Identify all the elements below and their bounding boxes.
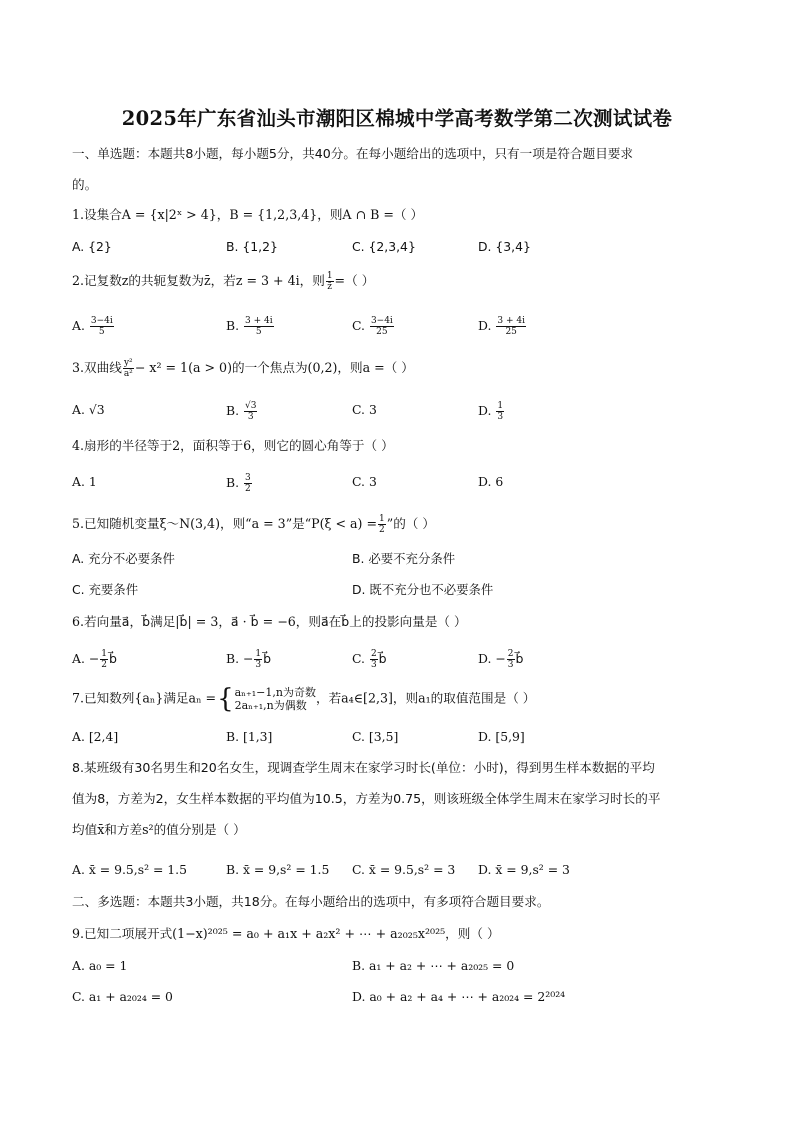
question-4-option-a [72,473,97,491]
question-9-option-a: A. a₀ = 1 [72,958,128,973]
question-7-option-b: B. [1,3] [226,729,273,744]
option-value: 3 [368,474,377,489]
question-1-option-c: C. {2,3,4} [352,239,416,254]
question-5-option-b: B. 必要不充分条件 [352,551,456,566]
option-label: B. [226,403,240,418]
option-fraction [244,401,257,422]
fraction-denominator: 25 [505,327,517,337]
question-4-option-c [352,473,377,491]
fraction-denominator: 2 [101,660,107,670]
option-label: B. [226,318,240,333]
option-label: C. [352,474,365,489]
option-fraction [370,316,394,337]
fraction-denominator: 25 [376,327,388,337]
question-3-option-d [478,401,505,422]
question-2-stem-text: 2.记复数z的共轭复数为z̄，若z = 3 + 4i，则 [72,273,325,288]
fraction-denominator: 3 [370,660,377,670]
option-fraction [496,316,526,337]
question-8-option-d: D. x̄ = 9,s² = 3 [478,862,570,877]
question-7-stem [72,684,535,714]
option-value: 3 [368,402,377,417]
question-8-stem-line3: 均值x̄和方差s²的值分别是（ ） [72,822,246,837]
piecewise-brace: { [217,684,234,714]
fraction-numerator: 1 [379,514,385,524]
fraction-denominator: 3 [507,660,514,670]
fraction-numerator: 1 [497,401,504,411]
question-7-option-a: A. [2,4] [72,729,119,744]
option-label: D. [478,318,492,333]
question-3-stem [72,358,414,379]
question-1-option-d: D. {3,4} [478,239,531,254]
question-9-option-b: B. a₁ + a₂ + ⋯ + a₂₀₂₅ = 0 [352,958,515,973]
question-3-stem-tail: − x² = 1(a > 0)的一个焦点为(0,2)，则a =（ ） [134,360,414,375]
option-vector: b⃗ [108,651,117,666]
question-5-stem [72,514,435,535]
question-2-stem [72,271,374,292]
question-6-option-d [478,649,523,670]
option-fraction [244,473,252,494]
question-1-option-a: A. {2} [72,239,112,254]
option-label: A. [72,402,85,417]
option-label: A. [72,318,85,333]
question-5-option-a: A. 充分不必要条件 [72,551,175,566]
option-vector: b⃗ [378,651,387,666]
option-fraction [507,649,515,670]
option-label: B. [226,651,240,666]
fraction-numerator: 2 [507,649,514,659]
question-2-option-c [352,316,395,337]
question-2-option-d [478,316,527,337]
question-5-option-c: C. 充要条件 [72,582,139,597]
option-label: C. [352,402,365,417]
fraction-numerator: 3−4i [370,316,393,326]
question-9-stem: 9.已知二项展开式(1−x)²⁰²⁵ = a₀ + a₁x + a₂x² + ⋯ + a₂₀₂₅x²⁰²⁵，则（ ） [72,926,500,941]
option-label: C. [352,651,365,666]
question-3-fraction [123,358,134,379]
fraction-numerator: √3 [245,401,257,411]
question-6-option-a [72,649,117,670]
section1-heading-line2: 的。 [72,177,98,192]
option-vector: b⃗ [263,651,271,666]
question-2-option-b [226,316,275,337]
question-1-option-b: B. {1,2} [226,239,278,254]
question-1-stem: 1.设集合A = {x|2ˣ > 4}，B = {1,2,3,4}，则A ∩ B =（ ） [72,207,424,222]
page-title: 2025年广东省汕头市潮阳区棉城中学高考数学第二次测试试卷 [121,107,673,130]
fraction-denominator: a² [123,369,133,379]
fraction-denominator: z̄ [327,282,333,292]
option-fraction [100,649,108,670]
fraction-numerator: 1 [326,271,333,281]
fraction-denominator: 2 [245,484,251,494]
question-5-option-d: D. 既不充分也不必要条件 [352,582,494,597]
option-label: D. [478,651,492,666]
question-7-option-c: C. [3,5] [352,729,399,744]
fraction-numerator: 3 + 4i [497,316,525,326]
question-6-option-b [226,649,271,670]
option-sign: − [495,651,506,666]
option-value: √3 [88,402,105,417]
question-9-option-c: C. a₁ + a₂₀₂₄ = 0 [72,989,173,1004]
question-7-stem-text: 7.已知数列{aₙ}满足aₙ = [72,690,217,706]
fraction-denominator: 3 [247,412,254,422]
question-8-stem-line1: 8.某班级有30名男生和20名女生，现调查学生周末在家学习时长(单位：小时)，得到男生样本数据的平均 [72,760,655,775]
question-5-fraction [378,514,386,535]
question-8-option-c: C. x̄ = 9.5,s² = 3 [352,862,456,877]
question-3-option-b [226,401,258,422]
fraction-denominator: 3 [497,412,504,422]
fraction-numerator: 1 [255,649,262,659]
option-value: 6 [495,474,504,489]
question-7-option-d: D. [5,9] [478,729,525,744]
question-8-stem-line2: 值为8，方差为2，女生样本数据的平均值为10.5，方差为0.75，则该班级全体学生周末在家学习时长的平 [72,791,661,806]
piecewise-case-even: 2aₙ₊₁,n为偶数 [234,699,307,712]
question-2-stem-tail: =（ ） [334,273,375,288]
option-label: B. [226,475,240,490]
option-sign: − [243,651,254,666]
option-label: A. [72,474,85,489]
option-fraction [254,649,262,670]
question-7-stem-tail: ，若a₄∈[2,3]，则a₁的取值范围是（ ） [315,690,536,706]
question-5-stem-text: 5.已知随机变量ξ～N(3,4)，则“a = 3”是“P(ξ < a) = [72,516,378,531]
fraction-denominator: 5 [255,327,262,337]
fraction-numerator: 1 [101,649,107,659]
section2-heading: 二、多选题：本题共3小题，共18分。在每小题给出的选项中，有多项符合题目要求。 [72,894,550,909]
fraction-numerator: 3 + 4i [245,316,273,326]
fraction-numerator: y² [123,358,133,368]
section1-heading-line1: 一、单选题：本题共8小题，每小题5分，共40分。在每小题给出的选项中，只有一项是符合题目要求 [72,146,633,161]
option-fraction [90,316,114,337]
fraction-numerator: 3 [245,473,251,483]
option-label: C. [352,318,365,333]
option-label: D. [478,474,492,489]
fraction-numerator: 3−4i [90,316,113,326]
question-4-stem: 4.扇形的半径等于2，面积等于6，则它的圆心角等于（ ） [72,438,394,453]
question-8-option-a: A. x̄ = 9.5,s² = 1.5 [72,862,188,877]
question-2-fraction [326,271,334,292]
question-4-option-b [226,473,253,494]
option-label: D. [478,403,492,418]
question-6-stem: 6.若向量a⃗，b⃗满足|b⃗| = 3，a⃗ · b⃗ = −6，则a⃗在b⃗上的投影向量是（ ） [72,614,467,629]
option-fraction [244,316,274,337]
fraction-denominator: 2 [379,525,385,535]
option-sign: − [88,651,100,666]
question-8-option-b: B. x̄ = 9,s² = 1.5 [226,862,330,877]
question-3-stem-text: 3.双曲线 [72,360,122,375]
option-value: 1 [88,474,97,489]
option-vector: b⃗ [515,651,524,666]
option-fraction [496,401,504,422]
piecewise-case-odd: aₙ₊₁−1,n为奇数 [234,686,316,699]
piecewise-cases [235,686,316,712]
question-9-option-d: D. a₀ + a₂ + a₄ + ⋯ + a₂₀₂₄ = 2²⁰²⁴ [352,989,566,1004]
fraction-denominator: 3 [255,660,262,670]
question-2-option-a [72,316,115,337]
question-6-option-c [352,649,387,670]
option-fraction [370,649,378,670]
question-3-option-c [352,401,377,419]
option-label: A. [72,651,85,666]
question-4-option-d [478,473,503,491]
fraction-denominator: 5 [98,327,105,337]
fraction-numerator: 2 [370,649,377,659]
question-3-option-a [72,401,105,419]
question-5-stem-tail: ”的（ ） [386,516,435,531]
